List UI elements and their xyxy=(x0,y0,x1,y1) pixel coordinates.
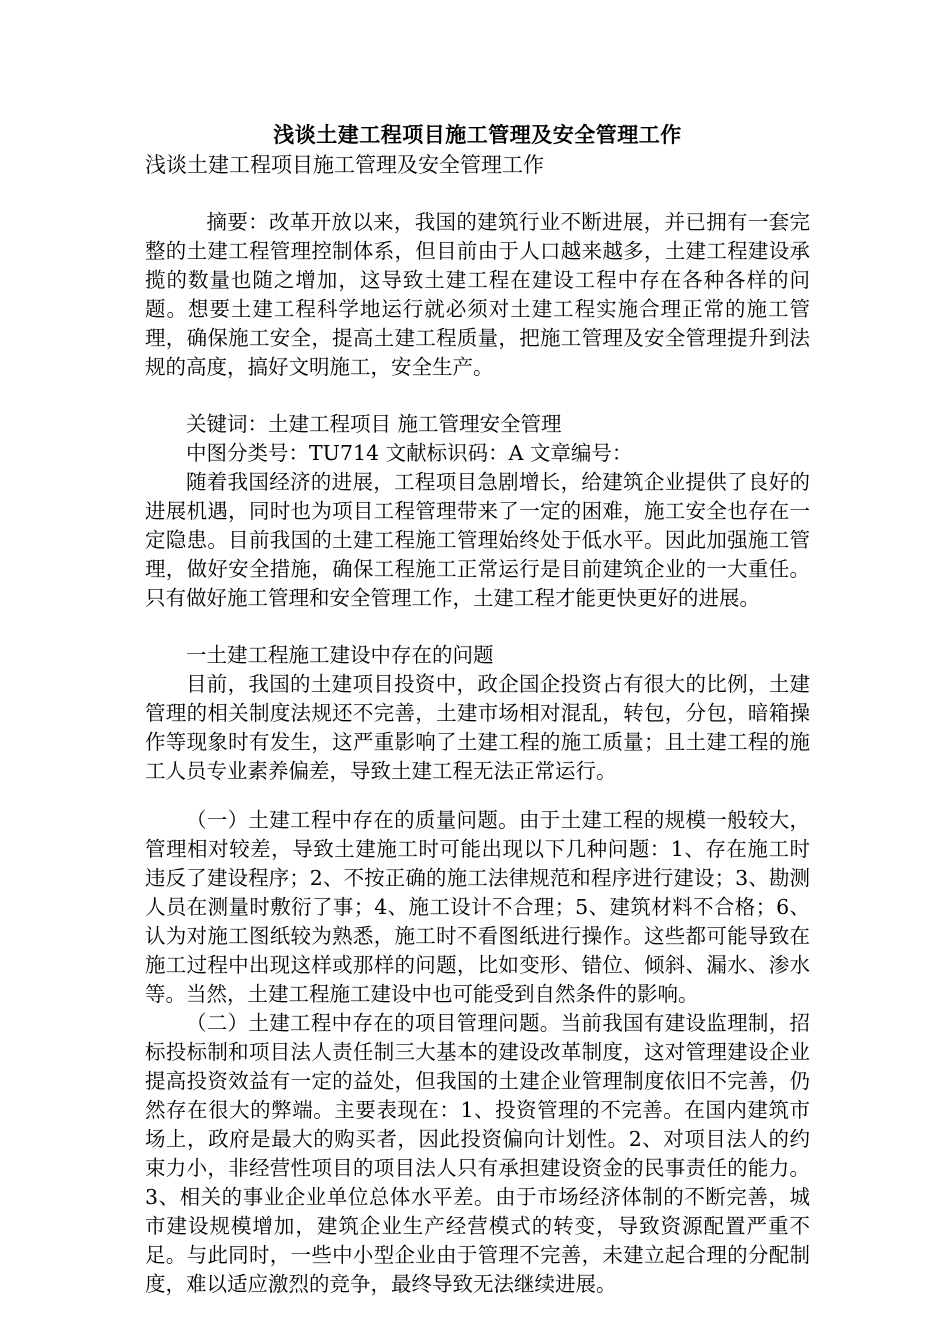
document-subtitle: 浅谈土建工程项目施工管理及安全管理工作 xyxy=(145,153,544,177)
subsection-management-paragraph: （二）土建工程中存在的项目管理问题。当前我国有建设监理制，招标投标制和项目法人责任制三大基本的建设改革制度，这对管理建设企业提高投资效益有一定的益处，但我国的土建企业管理制度依旧不完善，仍然存在很大的弊端。主要表现在：1、投资管理的不完善。在国内建筑市场上，政府是最大的购买者，因此投资偏向计划性。2、对项目法人的约束力小，非经营性项目的项目法人只有承担建设资金的民事责任的能力。3、相关的事业企业单位总体水平差。由于市场经济体制的不断完善，城市建设规模增加，建筑企业生产经营模式的转变，导致资源配置严重不足。与此同时，一些中小型企业由于管理不完善，未建立起合理的分配制度，难以适应激烈的竞争，最终导致无法继续进展。 xyxy=(145,1011,810,1296)
keywords-line: 关键词：土建工程项目 施工管理安全管理 xyxy=(186,412,562,436)
spacer xyxy=(145,613,810,641)
spacer xyxy=(145,180,810,208)
abstract-paragraph: 摘要：改革开放以来，我国的建筑行业不断进展，并已拥有一套完整的土建工程管理控制体系，但目前由于人口越来越多，土建工程建设承揽的数量也随之增加，这导致土建工程在建设工程中存在各种各样的问题。想要土建工程科学地运行就必须对土建工程实施合理正常的施工管理，确保施工安全，提高土建工程质量，把施工管理及安全管理提升到法规的高度，搞好文明施工，安全生产。 xyxy=(145,210,810,379)
intro-paragraph: 随着我国经济的进展，工程项目急剧增长，给建筑企业提供了良好的进展机遇，同时也为项目工程管理带来了一定的困难，施工安全也存在一定隐患。目前我国的土建工程施工管理始终处于低水平。因此加强施工管理，做好安全措施，确保工程施工正常运行是目前建筑企业的一大重任。只有做好施工管理和安全管理工作，土建工程才能更快更好的进展。 xyxy=(145,470,810,610)
subsection-quality-paragraph: （一）土建工程中存在的质量问题。由于土建工程的规模一般较大，管理相对较差，导致土建施工时可能出现以下几种问题：1、存在施工时违反了建设程序；2、不按正确的施工法律规范和程序进行建设；3、勘测人员在测量时敷衍了事；4、施工设计不合理；5、建筑材料不合格；6、认为对施工图纸较为熟悉，施工时不看图纸进行操作。这些都可能导致在施工过程中出现这样或那样的问题，比如变形、错位、倾斜、漏水、渗水等。当然，土建工程施工建设中也可能受到自然条件的影响。 xyxy=(145,808,810,1006)
section-paragraph: 目前，我国的土建项目投资中，政企国企投资占有很大的比例，土建管理的相关制度法规还不完善，土建市场相对混乱，转包，分包，暗箱操作等现象时有发生，这严重影响了土建工程的施工质量；且土建工程的施工人员专业素养偏差，导致土建工程无法正常运行。 xyxy=(145,672,810,783)
spacer xyxy=(145,786,810,806)
classification-line: 中图分类号：TU714 文献标识码：A 文章编号： xyxy=(186,441,633,465)
spacer xyxy=(145,382,810,410)
document-title: 浅谈土建工程项目施工管理及安全管理工作 xyxy=(273,122,682,147)
document-page xyxy=(145,120,810,1299)
section-heading: 一土建工程施工建设中存在的问题 xyxy=(186,643,494,667)
